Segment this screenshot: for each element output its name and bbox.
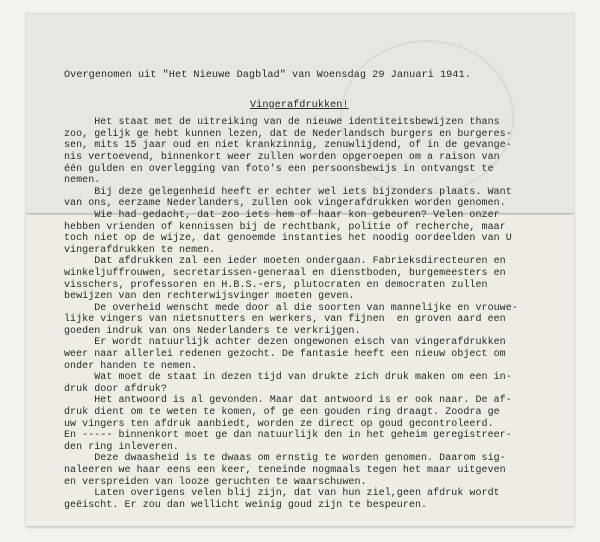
text-line: Wat moet de staat in dezen tijd van drukte zich druk maken om een in- bbox=[64, 372, 512, 384]
text-line: uw vingers ten afdruk aanbiedt, worden ze direct op goud gecontroleerd. bbox=[64, 418, 494, 430]
text-line: geëischt. Er zou dan wellicht weinig goud zijn te bespeuren. bbox=[64, 499, 428, 511]
article-text bbox=[64, 117, 569, 511]
text-line: lijke vingers van nietsnutters en werkers, van fijnen en groven aard een bbox=[64, 314, 506, 326]
text-line: En ----- binnenkort moet ge dan natuurlijk den in het geheim geregistreer- bbox=[64, 430, 512, 442]
text-line: bewijzen van den rechterwijsvinger moeten geven. bbox=[64, 291, 355, 303]
text-line: goeden indruk van ons Nederlanders te verkrijgen. bbox=[64, 325, 361, 337]
text-line: Dat afdrukken zal een ieder moeten ondergaan. Fabrieksdirecteuren en bbox=[64, 256, 506, 268]
text-line: visschers, professoren en H.B.S.-ers, plutocraten en democraten zullen bbox=[64, 279, 488, 291]
article-title: Vingerafdrukken! bbox=[250, 99, 349, 111]
text-line: toch niet op de wijze, dat genoemde instanties het noodig oordeelden van U bbox=[64, 233, 512, 245]
text-line: Wie had gedacht, dat zoo iets hem of haar kon gebeuren? Velen onzer bbox=[64, 209, 500, 221]
text-line: één gulden en overlegging van foto's een persoonsbewijs in ontvangst te bbox=[64, 163, 494, 175]
text-line: Bij deze gelegenheid heeft er echter wel iets bijzonders plaats. Want bbox=[64, 186, 512, 198]
text-line: naleeren we haar eens een keer, teneinde nogmaals tegen het maar uitgeven bbox=[64, 465, 506, 476]
text-line: weer naar allerlei redenen gezocht. De fantasie heeft een nieuw object om bbox=[64, 349, 506, 361]
text-line: zoo, gelijk ge hebt kunnen lezen, dat de Nederlandsch burgers en burgeres- bbox=[64, 128, 512, 140]
text-line: vingerafdrukken te nemen. bbox=[64, 244, 216, 256]
source-header: Overgenomen uit "Het Nieuwe Dagblad" van Woensdag 29 Januari 1941. bbox=[64, 70, 471, 81]
text-line: nis vertoevend, binnenkort weer zullen worden opgeroepen om a raison van bbox=[64, 151, 500, 163]
text-line: winkeljuffrouwen, secretarissen-generaal en dienstboden, burgemeesters en bbox=[64, 267, 506, 279]
text-line: hebben vrienden of kennissen bij de rechtbank, politie of recherche, maar bbox=[64, 221, 506, 233]
text-line: Het staat met de uitreiking van de nieuwe identiteitsbewijzen thans bbox=[64, 117, 500, 129]
text-line: den ring inleveren. bbox=[64, 441, 179, 453]
text-line: sen, mits 15 jaar oud en niet krankzinnig, zenuwlijdend, of in de gevange- bbox=[64, 140, 512, 152]
text-line: Het antwoord is al gevonden. Maar dat antwoord is er ook naar. De af- bbox=[64, 395, 512, 407]
text-line: nemen. bbox=[64, 175, 101, 187]
text-line: druk door afdruk? bbox=[64, 383, 167, 395]
document-body bbox=[64, 70, 569, 511]
text-line: onder handen te nemen. bbox=[64, 360, 198, 372]
text-line: Er wordt natuurlijk achter dezen ongewonen eisch van vingerafdrukken bbox=[64, 337, 506, 349]
text-line: Laten overigens velen blij zijn, dat van hun ziel,geen afdruk wordt bbox=[64, 488, 500, 500]
text-line: en verspreiden van looze geruchten te waarschuwen. bbox=[64, 476, 367, 488]
text-line: druk dient om te weten te komen, of ge een gouden ring draagt. Zoodra ge bbox=[64, 407, 500, 419]
text-line: Deze dwaasheid is te dwaas om ernstig te worden genomen. Daarom sig- bbox=[64, 453, 506, 465]
text-line: De overheid wenscht mede door al die soorten van mannelijke en vrouwe- bbox=[64, 302, 518, 314]
text-line: van ons, eerzame Nederlanders, zullen ook vingerafdrukken worden genomen. bbox=[64, 198, 506, 210]
